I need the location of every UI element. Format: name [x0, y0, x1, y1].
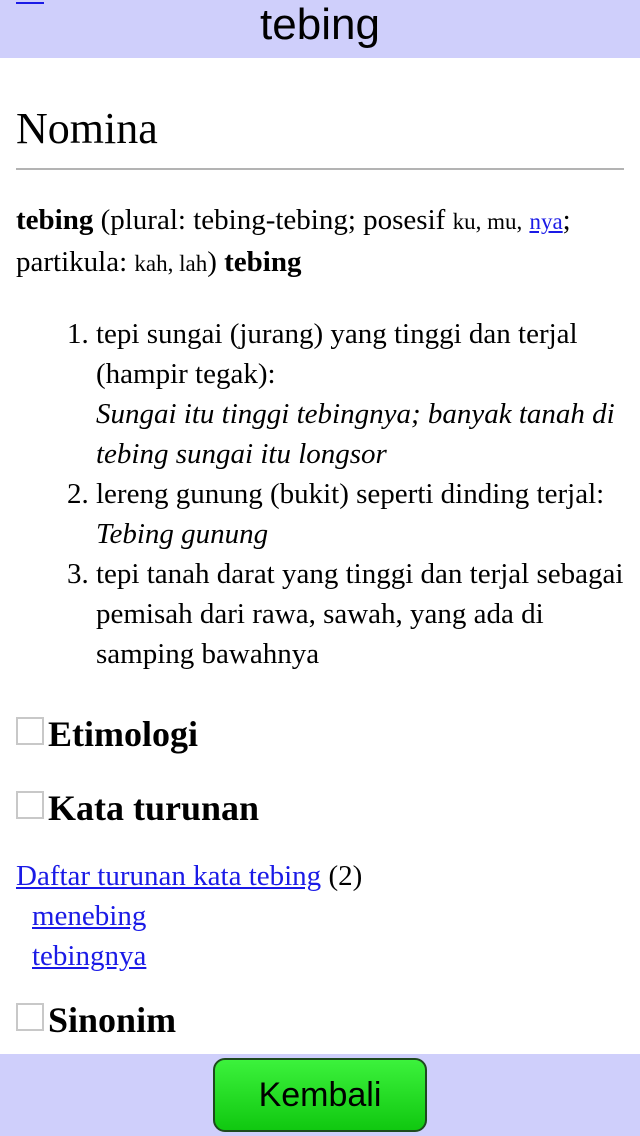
derived-heading: Kata turunan [48, 788, 260, 828]
headword-line [16, 200, 624, 284]
synonym-heading: Sinonim [48, 1000, 177, 1040]
possessive-forms: ku, mu, [452, 209, 523, 234]
etymology-section-toggle[interactable] [16, 712, 624, 756]
derived-section-toggle[interactable] [16, 786, 624, 830]
close-paren: ) [207, 246, 225, 278]
derived-word-item [32, 936, 624, 976]
plural-label: (plural: [93, 204, 194, 236]
top-link[interactable] [16, 0, 44, 4]
etymology-heading: Etimologi [48, 714, 198, 754]
possessive-nya-link[interactable]: nya [529, 209, 563, 234]
derived-word-item [32, 896, 624, 936]
derived-word-link[interactable]: menebing [32, 900, 147, 932]
particle-label: ; partikula: [16, 204, 571, 278]
plural-value: tebing-tebing [193, 204, 348, 236]
synonym-checkbox[interactable] [16, 1003, 44, 1031]
definition-item [96, 314, 624, 474]
back-button[interactable]: Kembali [213, 1058, 427, 1132]
definition-example: Sungai itu tinggi tebingnya; banyak tanah di tebing sungai itu longsor [96, 398, 615, 470]
synonym-section-toggle[interactable] [16, 998, 624, 1042]
headword: tebing [16, 204, 94, 236]
derived-word-list [16, 896, 624, 976]
particle-forms: kah, lah [134, 251, 208, 276]
definition-item [96, 554, 624, 674]
definition-list [16, 314, 624, 674]
entry-content [16, 58, 624, 1054]
derived-list-link[interactable]: Daftar turunan kata tebing [16, 860, 322, 892]
derived-word-link[interactable]: tebingnya [32, 940, 147, 972]
etymology-checkbox[interactable] [16, 717, 44, 745]
definition-item [96, 474, 624, 554]
page-title: tebing [260, 0, 380, 49]
definition-text: lereng gunung (bukit) seperti dinding terjal: [96, 478, 605, 510]
definition-text: tepi sungai (jurang) yang tinggi dan terjal (hampir tegak): [96, 318, 578, 390]
derived-list-header [16, 856, 624, 896]
title-bar [0, 0, 640, 58]
derived-checkbox[interactable] [16, 791, 44, 819]
definition-example: Tebing gunung [96, 518, 269, 550]
possessive-label: ; posesif [347, 204, 453, 236]
derived-count: (2) [328, 860, 363, 892]
headword-repeat: tebing [224, 246, 302, 278]
bottom-bar [0, 1054, 640, 1136]
definition-text: tepi tanah darat yang tinggi dan terjal sebagai pemisah dari rawa, sawah, yang ada di samping bawahnya [96, 558, 624, 670]
part-of-speech-heading: Nomina [16, 102, 624, 170]
